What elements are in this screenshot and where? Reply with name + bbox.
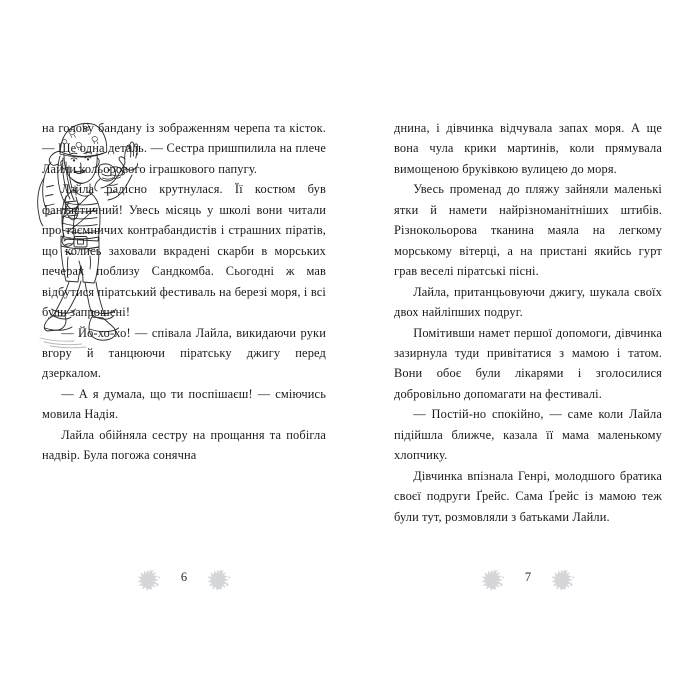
fleuron-ornament-icon: [206, 564, 233, 591]
right-page: [394, 118, 662, 527]
paragraph: днина, і дівчинка відчувала запах моря. А ще вона чула крики мартинів, коли прямувала вимощеною бруківкою вулицею до моря.: [394, 121, 662, 176]
paragraph: — Йо-хо-хо! — співала Лайла, викидаючи руки вгору й танцюючи піратську джигу перед дзеркалом.: [42, 325, 326, 381]
paragraph: Увесь променад до пляжу зайняли маленькі ятки й намети найрізноманітніших штибів. Різнокольорова тканина маяла на легкому морському вітерці, а на пристані якийсь гурт грав веселі піратські пісні.: [394, 182, 662, 279]
right-page-footer: [394, 560, 662, 594]
paragraph: Дівчинка впізнала Генрі, молодшого братика своєї подруги Ґрейс. Сама Ґрейс із мамою теж були тут, розмовляли з батьками Лайли.: [394, 468, 662, 524]
left-page-footer: [42, 560, 326, 594]
left-page-text-column: [42, 118, 326, 466]
page-number: 7: [524, 569, 532, 584]
fleuron-ornament-icon: [136, 564, 163, 591]
paragraph-text: на голову бандану із зображенням черепа та кісток. — Ще одна деталь. — Сестра пришпилила на плече Лайли кольорового іграшкового папугу.: [42, 121, 326, 176]
paragraph: — А я думала, що ти поспішаєш! — сміючись мовила Надія.: [42, 386, 326, 422]
fleuron-ornament-icon: [480, 564, 507, 591]
paragraph: — Постій-но спокійно, — саме коли Лайла підійшла ближче, казала її мама маленькому хлопчику.: [394, 407, 662, 463]
paragraph: Лайла, пританцьовуючи джигу, шукала своїх двох найліпших подруг.: [394, 284, 662, 320]
paragraph: Помітивши намет першої допомоги, дівчинка зазирнула туди привітатися з мамою і татом. Вони обоє були лікарями і зголосилися добровільно допомагати на фестивалі.: [394, 325, 662, 401]
left-page: [42, 118, 326, 466]
fleuron-ornament-icon: [550, 564, 577, 591]
paragraph: Лайла обійняла сестру на прощання та побігла надвір. Була погожа сонячна: [42, 427, 326, 463]
paragraph: Лайла радісно крутнулася. Її костюм був фантастичний! Увесь місяць у школі вони читали про таємничих контрабандистів і страшних піратів, що колись заховали вкрадені скарби в морських печерах поблизу Сандкомба. Сьогодні ж мав відбутися піратський фестиваль на березі моря, і всі були запрошені!: [42, 182, 326, 320]
page-number: 6: [180, 569, 188, 584]
illustration-text-wrap: [0, 118, 42, 294]
right-page-text-column: [394, 118, 662, 527]
paragraph: [42, 118, 326, 179]
